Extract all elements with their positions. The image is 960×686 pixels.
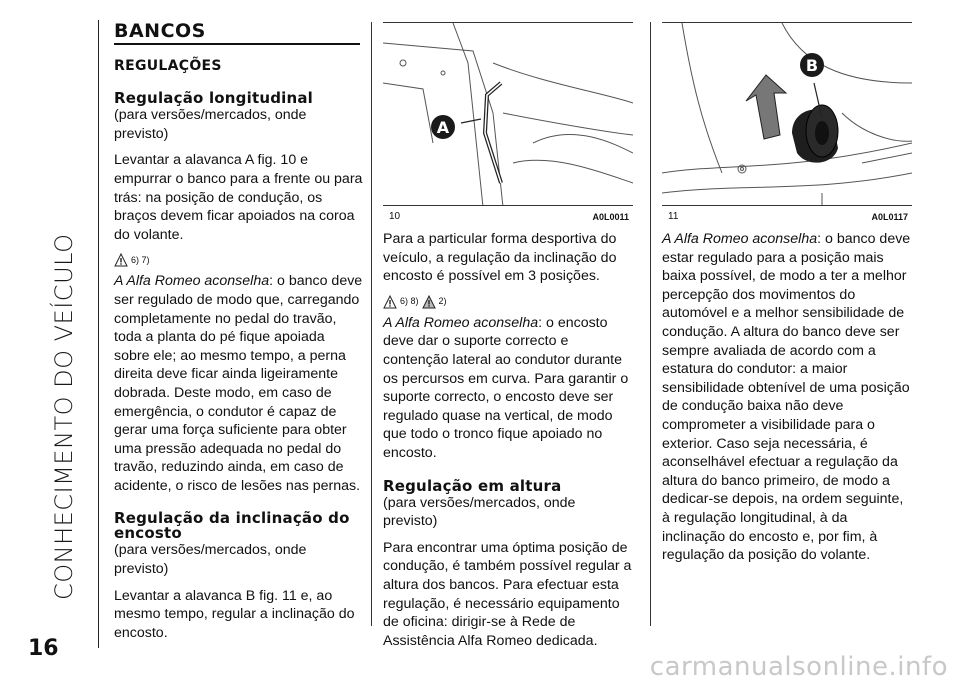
warning-refs xyxy=(383,294,633,310)
seat-lever-illustration xyxy=(662,23,912,206)
column-separator xyxy=(371,22,372,626)
chapter-divider xyxy=(98,20,99,648)
warning-icon xyxy=(114,253,128,267)
column-1 xyxy=(114,22,364,650)
paragraph-height-advice: : o banco deve estar regulado para a posição mais baixa possível, de modo a ter a melhor percepção dos movimentos do automóvel e a melhor sensibilidade de condução. A altura do banco deve ser sempre avaliada de acordo com a estatura do condutor: a maior sensibilidade obtenível de uma posição de condução baixa não deve comprometer a visibilidade para o exterior. Caso seja necessária, é aconselhável efectuar a regulação da altura do banco primeiro, de modo a dedicar-se depois, na ordem seguinte, à regulação longitudinal, à da inclinação do encosto e, por fim, à regulação da posição do volante. xyxy=(662,231,911,564)
figure-10 xyxy=(383,22,633,206)
heading-altura: Regulação em altura xyxy=(383,476,562,495)
paragraph-altura: Para encontrar uma óptima posição de condução, é também possível regular a altura dos bancos. Para efectuar esta regulação, é necessário equipamento de oficina: dirigir-se à Rede de Assistência Alfa Romeo dedicada. xyxy=(383,539,632,649)
note-longitudinal: (para versões/mercados, onde previsto) xyxy=(114,107,307,142)
refs-text: 6) 8) xyxy=(400,296,419,307)
warning-refs xyxy=(114,252,364,268)
paragraph-advice: : o banco deve ser regulado de modo que, carregando completamente no pedal do travão, toda a planta do pé fique apoiada sobre ele; ao mesmo tempo, a perna direita deve ficar ainda ligeiramente dobrada. Deste modo, em caso de emergência, o condutor é capaz de gerar uma força suficiente para obter uma pressão adequada no pedal do travão, reduzindo ainda, em caso de acidente, o risco de lesões nas pernas. xyxy=(114,273,363,494)
note-inclinacao: (para versões/mercados, onde previsto) xyxy=(114,542,307,578)
figure-code: A0L0117 xyxy=(871,212,908,222)
column-2 xyxy=(383,22,633,658)
refs-text: 2) xyxy=(438,296,447,307)
subsection-title: REGULAÇÕES xyxy=(114,57,222,74)
caution-icon xyxy=(422,295,436,309)
figure-callout-b: B xyxy=(805,56,819,75)
figure-11 xyxy=(662,22,912,206)
figure-11-caption xyxy=(662,206,912,222)
brand-advice: A Alfa Romeo aconselha xyxy=(662,231,818,247)
warning-icon xyxy=(383,295,397,309)
section-title: BANCOS xyxy=(114,22,360,45)
figure-callout-a: A xyxy=(436,118,450,137)
column-separator xyxy=(650,22,651,626)
figure-number: 10 xyxy=(389,211,401,222)
brand-advice: A Alfa Romeo aconselha xyxy=(383,314,539,331)
page-number: 16 xyxy=(28,636,59,661)
figure-number: 11 xyxy=(668,211,679,222)
paragraph-inclinacao-positions: Para a particular forma desportiva do veículo, a regulação da inclinação do encosto é possível em 3 posições. xyxy=(383,231,617,285)
seat-rail-illustration xyxy=(383,23,633,206)
paragraph-advice: : o encosto deve dar o suporte correcto e contenção lateral ao condutor durante os percursos em curva. Para garantir o suporte correcto, o encosto deve ser regulado quase na vertical, de modo que todo o tronco fique apoiado no encosto. xyxy=(383,314,629,461)
refs-text: 6) 7) xyxy=(131,255,150,266)
paragraph-inclinacao: Levantar a alavanca B fig. 11 e, ao mesmo tempo, regular a inclinação do encosto. xyxy=(114,587,355,641)
heading-longitudinal: Regulação longitudinal xyxy=(114,89,314,108)
paragraph-longitudinal: Levantar a alavanca A fig. 10 e empurrar o banco para a frente ou para trás: na posição de condução, os braços devem ficar apoiados na coroa do volante. xyxy=(114,152,363,243)
chapter-side-title: CONHECIMENTO DO VEÍCULO xyxy=(50,233,78,600)
figure-10-caption xyxy=(383,206,633,222)
note-altura: (para versões/mercados, onde previsto) xyxy=(383,494,576,530)
figure-code: A0L0011 xyxy=(592,212,629,222)
heading-inclinacao: Regulação da inclinação do encosto xyxy=(114,509,350,543)
brand-advice: A Alfa Romeo aconselha xyxy=(114,273,270,290)
watermark: carmanualsonline.info xyxy=(649,652,948,682)
column-3 xyxy=(662,22,912,573)
